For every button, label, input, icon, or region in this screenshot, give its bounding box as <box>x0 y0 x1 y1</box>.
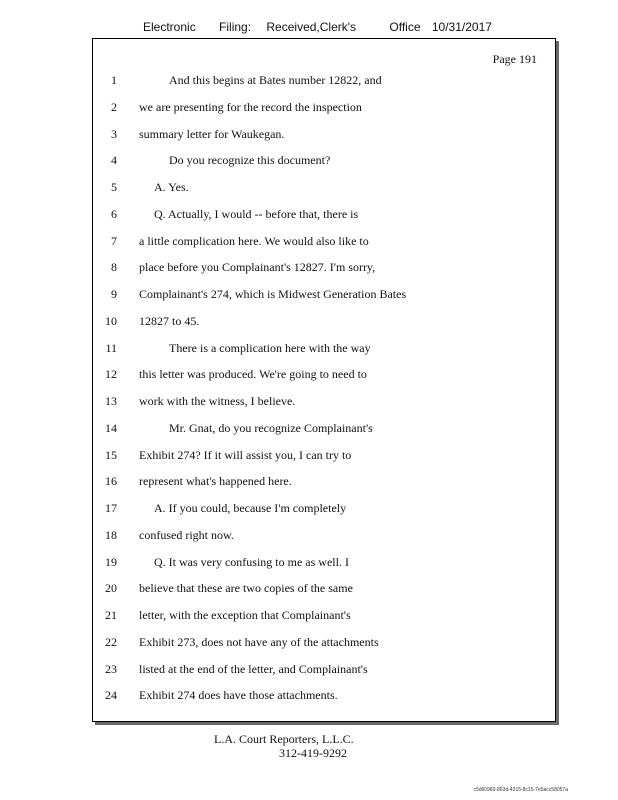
line-text: place before you Complainant's 12827. I'm sorry, <box>139 260 376 275</box>
transcript-line <box>93 204 555 224</box>
line-text: letter, with the exception that Complainant's <box>139 608 351 622</box>
line-number: 24 <box>105 688 117 703</box>
line-number: 6 <box>111 206 117 221</box>
filing-header-electronic: Electronic <box>143 20 196 34</box>
line-number: 2 <box>111 99 117 114</box>
line-text: believe that these are two copies of the same <box>139 581 353 596</box>
line-number: 16 <box>105 474 117 489</box>
transcript-line <box>93 659 555 679</box>
line-text: Complainant's 274, which is Midwest Generation Bates <box>139 287 407 301</box>
transcript-line <box>93 471 555 491</box>
transcript-line <box>93 177 555 197</box>
transcript-line <box>93 364 555 384</box>
line-text: listed at the end of the letter, and Complainant's <box>139 661 368 676</box>
line-number: 9 <box>111 287 117 301</box>
footer-company: L.A. Court Reporters, L.L.C. <box>214 732 354 746</box>
line-text: Exhibit 273, does not have any of the attachments <box>139 634 379 649</box>
line-number: 11 <box>105 340 117 355</box>
filing-header <box>143 20 492 34</box>
transcript-line <box>93 498 555 518</box>
transcript-line <box>93 257 555 277</box>
transcript-line <box>93 685 555 705</box>
line-number: 13 <box>105 394 117 408</box>
transcript-line <box>93 124 555 144</box>
line-number: 18 <box>105 527 117 542</box>
transcript-line <box>93 445 555 465</box>
filing-header-filing: Filing: <box>219 20 252 34</box>
line-number: 1 <box>111 73 117 87</box>
line-text: Mr. Gnat, do you recognize Complainant's <box>169 420 373 435</box>
line-number: 19 <box>105 554 117 569</box>
line-number: 3 <box>111 126 117 141</box>
footer-phone: 312-419-9292 <box>279 746 347 760</box>
transcript-line <box>93 525 555 545</box>
line-number: 17 <box>105 501 117 515</box>
line-number: 14 <box>105 420 117 435</box>
line-text: And this begins at Bates number 12822, and <box>169 73 382 87</box>
line-number: 21 <box>105 608 117 622</box>
line-number: 22 <box>105 634 117 649</box>
line-text: represent what's happened here. <box>139 474 292 489</box>
line-text: confused right now. <box>139 527 234 542</box>
transcript-page <box>92 38 556 722</box>
transcript-line <box>93 338 555 358</box>
line-number: 5 <box>111 180 117 194</box>
line-text: A. If you could, because I'm completely <box>154 501 347 515</box>
transcript-line <box>93 97 555 117</box>
transcript-line <box>93 70 555 90</box>
line-text: Exhibit 274? If it will assist you, I can try to <box>139 447 352 462</box>
transcript-line <box>93 605 555 625</box>
line-number: 10 <box>105 313 117 328</box>
transcript-line <box>93 231 555 251</box>
filing-header-date: 10/31/2017 <box>431 20 492 34</box>
line-text: 12827 to 45. <box>139 313 200 328</box>
line-text: we are presenting for the record the inspection <box>139 99 362 114</box>
line-text: There is a complication here with the way <box>169 340 371 355</box>
transcript-line <box>93 578 555 598</box>
filing-header-office: Office <box>389 20 421 34</box>
line-number: 15 <box>105 447 117 462</box>
filing-header-received: Received,Clerk's <box>266 20 357 34</box>
line-text: Q. Actually, I would -- before that, there is <box>154 206 359 221</box>
line-text: a little complication here. We would also like to <box>139 233 369 248</box>
line-text: A. Yes. <box>154 180 189 194</box>
line-number: 7 <box>111 233 117 248</box>
transcript-line <box>93 632 555 652</box>
page-number: Page 191 <box>492 52 537 66</box>
line-number: 20 <box>105 581 117 596</box>
line-text: summary letter for Waukegan. <box>139 126 285 141</box>
transcript-line <box>93 418 555 438</box>
line-number: 4 <box>111 153 117 168</box>
transcript-line <box>93 284 555 304</box>
transcript-line <box>93 391 555 411</box>
transcript-line <box>93 150 555 170</box>
transcript-line <box>93 552 555 572</box>
line-text: Q. It was very confusing to me as well. I <box>154 554 349 569</box>
line-number: 23 <box>105 661 117 676</box>
line-number: 8 <box>111 260 117 275</box>
line-text: work with the witness, I believe. <box>139 394 296 408</box>
line-number: 12 <box>105 367 117 382</box>
line-text: Exhibit 274 does have those attachments. <box>139 688 338 703</box>
line-text: this letter was produced. We're going to need to <box>139 367 367 382</box>
transcript-line <box>93 311 555 331</box>
line-text: Do you recognize this document? <box>169 153 331 168</box>
document-id: c5d60983-863d-4315-8c15-7e5acc58057a <box>473 787 568 793</box>
